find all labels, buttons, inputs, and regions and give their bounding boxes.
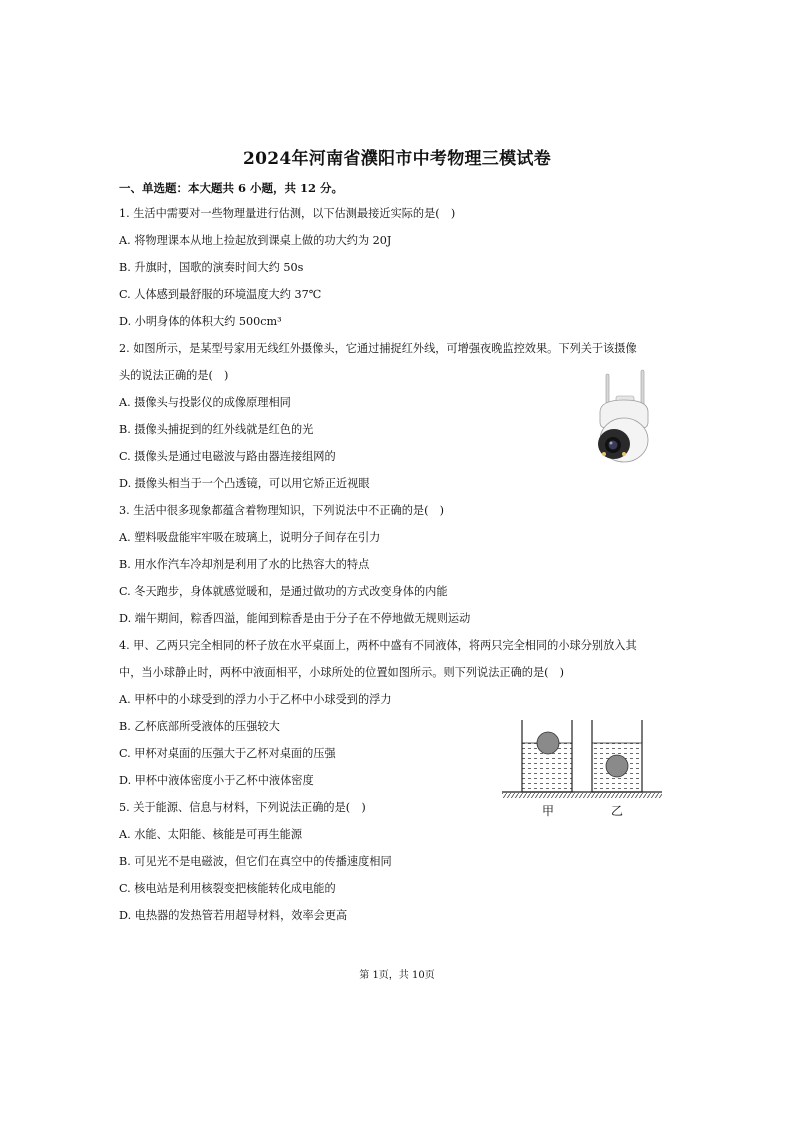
option-4b: B. 乙杯底部所受液体的压强较大 [119, 720, 280, 733]
option-4c: C. 甲杯对桌面的压强大于乙杯对桌面的压强 [119, 747, 336, 760]
option-4d: D. 甲杯中液体密度小于乙杯中液体密度 [119, 774, 314, 787]
option-1a: A. 将物理课本从地上捡起放到课桌上做的功大约为 20J [119, 234, 392, 247]
section-heading: 一、单选题：本大题共 6 小题，共 12 分。 [119, 181, 344, 195]
option-5b: B. 可见光不是电磁波，但它们在真空中的传播速度相同 [119, 855, 392, 868]
option-3a: A. 塑料吸盘能牢牢吸在玻璃上，说明分子间存在引力 [119, 531, 381, 544]
option-1d: D. 小明身体的体积大约 500cm³ [119, 315, 282, 328]
option-5a: A. 水能、太阳能、核能是可再生能源 [119, 828, 303, 841]
option-1b: B. 升旗时，国歌的演奏时间大约 50s [119, 261, 304, 274]
question-1: 1. 生活中需要对一些物理量进行估测，以下估测最接近实际的是( ) [119, 207, 456, 220]
option-3b: B. 用水作汽车冷却剂是利用了水的比热容大的特点 [119, 558, 370, 571]
option-1c: C. 人体感到最舒服的环境温度大约 37℃ [119, 288, 322, 301]
question-4-line1: 4. 甲、乙两只完全相同的杯子放在水平桌面上，两杯中盛有不同液体，将两只完全相同的小球分别放入其 [119, 639, 637, 652]
option-5c: C. 核电站是利用核裂变把核能转化成电能的 [119, 882, 336, 895]
page-footer: 第 1页，共 10页 [359, 970, 435, 981]
page-title: 2024年河南省濮阳市中考物理三模试卷 [242, 149, 551, 169]
option-5d: D. 电热器的发热管若用超导材料，效率会更高 [119, 909, 348, 922]
option-2c: C. 摄像头是通过电磁波与路由器连接组网的 [119, 450, 336, 463]
question-2-line2: 头的说法正确的是( ) [119, 369, 229, 382]
question-4-line2: 中，当小球静止时，两杯中液面相平，小球所处的位置如图所示。则下列说法正确的是( ) [119, 666, 565, 679]
cup-label-yi: 乙 [611, 804, 624, 818]
beaker-diagram [498, 716, 666, 822]
option-3c: C. 冬天跑步，身体就感觉暖和，是通过做功的方式改变身体的内能 [119, 585, 448, 598]
question-5: 5. 关于能源、信息与材料，下列说法正确的是( ) [119, 801, 366, 814]
option-2a: A. 摄像头与投影仪的成像原理相同 [119, 396, 291, 409]
option-4a: A. 甲杯中的小球受到的浮力小于乙杯中小球受到的浮力 [119, 693, 392, 706]
option-3d: D. 端午期间，粽香四溢，能闻到粽香是由于分子在不停地做无规则运动 [119, 612, 471, 625]
security-camera-image [586, 368, 662, 472]
cup-label-jia: 甲 [542, 804, 555, 818]
question-2-line1: 2. 如图所示，是某型号家用无线红外摄像头，它通过捕捉红外线，可增强夜晚监控效果。下列关于该摄像 [119, 342, 637, 355]
option-2d: D. 摄像头相当于一个凸透镜，可以用它矫正近视眼 [119, 477, 370, 490]
option-2b: B. 摄像头捕捉到的红外线就是红色的光 [119, 423, 314, 436]
question-3: 3. 生活中很多现象都蕴含着物理知识，下列说法中不正确的是( ) [119, 504, 445, 517]
